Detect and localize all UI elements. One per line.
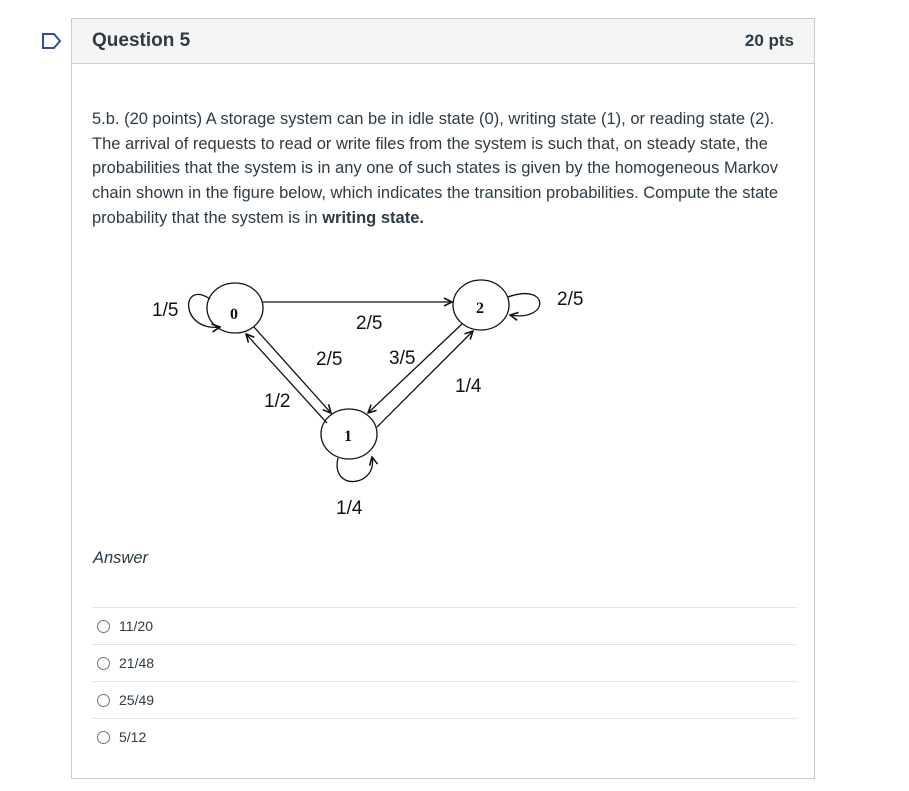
- radio-button[interactable]: [97, 657, 110, 670]
- label-self-0: 1/5: [152, 300, 179, 321]
- markov-chain-diagram: [130, 257, 610, 519]
- question-title: Question 5: [92, 30, 191, 51]
- label-edge-1-2: 1/4: [455, 376, 482, 397]
- self-loop-2: [508, 294, 540, 316]
- self-loop-1: [337, 457, 372, 482]
- answer-text: 25/49: [119, 692, 155, 708]
- answer-option[interactable]: [92, 681, 797, 718]
- label-edge-1-0: 1/2: [264, 391, 291, 412]
- answer-text: 11/20: [119, 618, 153, 634]
- question-text: [92, 107, 792, 231]
- label-edge-0-2: 2/5: [356, 313, 383, 334]
- radio-button[interactable]: [97, 731, 110, 744]
- label-edge-2-1: 3/5: [389, 348, 416, 369]
- node-0-label: 0: [230, 306, 238, 323]
- radio-button[interactable]: [97, 620, 110, 633]
- label-self-1: 1/4: [336, 498, 363, 519]
- question-text-bold: writing state.: [322, 208, 424, 227]
- answer-label: Answer: [93, 549, 149, 567]
- question-text-lead: 5.b. (20 points) A storage system can be in idle state (0), writing state (1), or reading state (2). The arrival of requests to read or write files from the system is such that, on steady state, the probabilities that the system is in any one of such states is given by the homogeneous Markov chain shown in the figure below, which indicates the transition probabilities. Compute the state probability that the system is in: [92, 110, 779, 227]
- node-2-label: 2: [476, 300, 484, 317]
- node-1-label: 1: [344, 428, 352, 445]
- answer-option[interactable]: [92, 607, 797, 644]
- question-points: 20 pts: [744, 31, 794, 50]
- answer-option[interactable]: [92, 644, 797, 681]
- answer-option[interactable]: [92, 718, 797, 755]
- question-header: [72, 19, 814, 64]
- label-edge-0-1: 2/5: [316, 349, 343, 370]
- radio-button[interactable]: [97, 694, 110, 707]
- flag-question-icon[interactable]: [41, 32, 63, 50]
- answer-text: 21/48: [119, 655, 155, 671]
- question-card: [71, 18, 815, 779]
- answer-list: [92, 607, 797, 755]
- label-self-2: 2/5: [557, 289, 584, 310]
- answer-text: 5/12: [119, 729, 147, 745]
